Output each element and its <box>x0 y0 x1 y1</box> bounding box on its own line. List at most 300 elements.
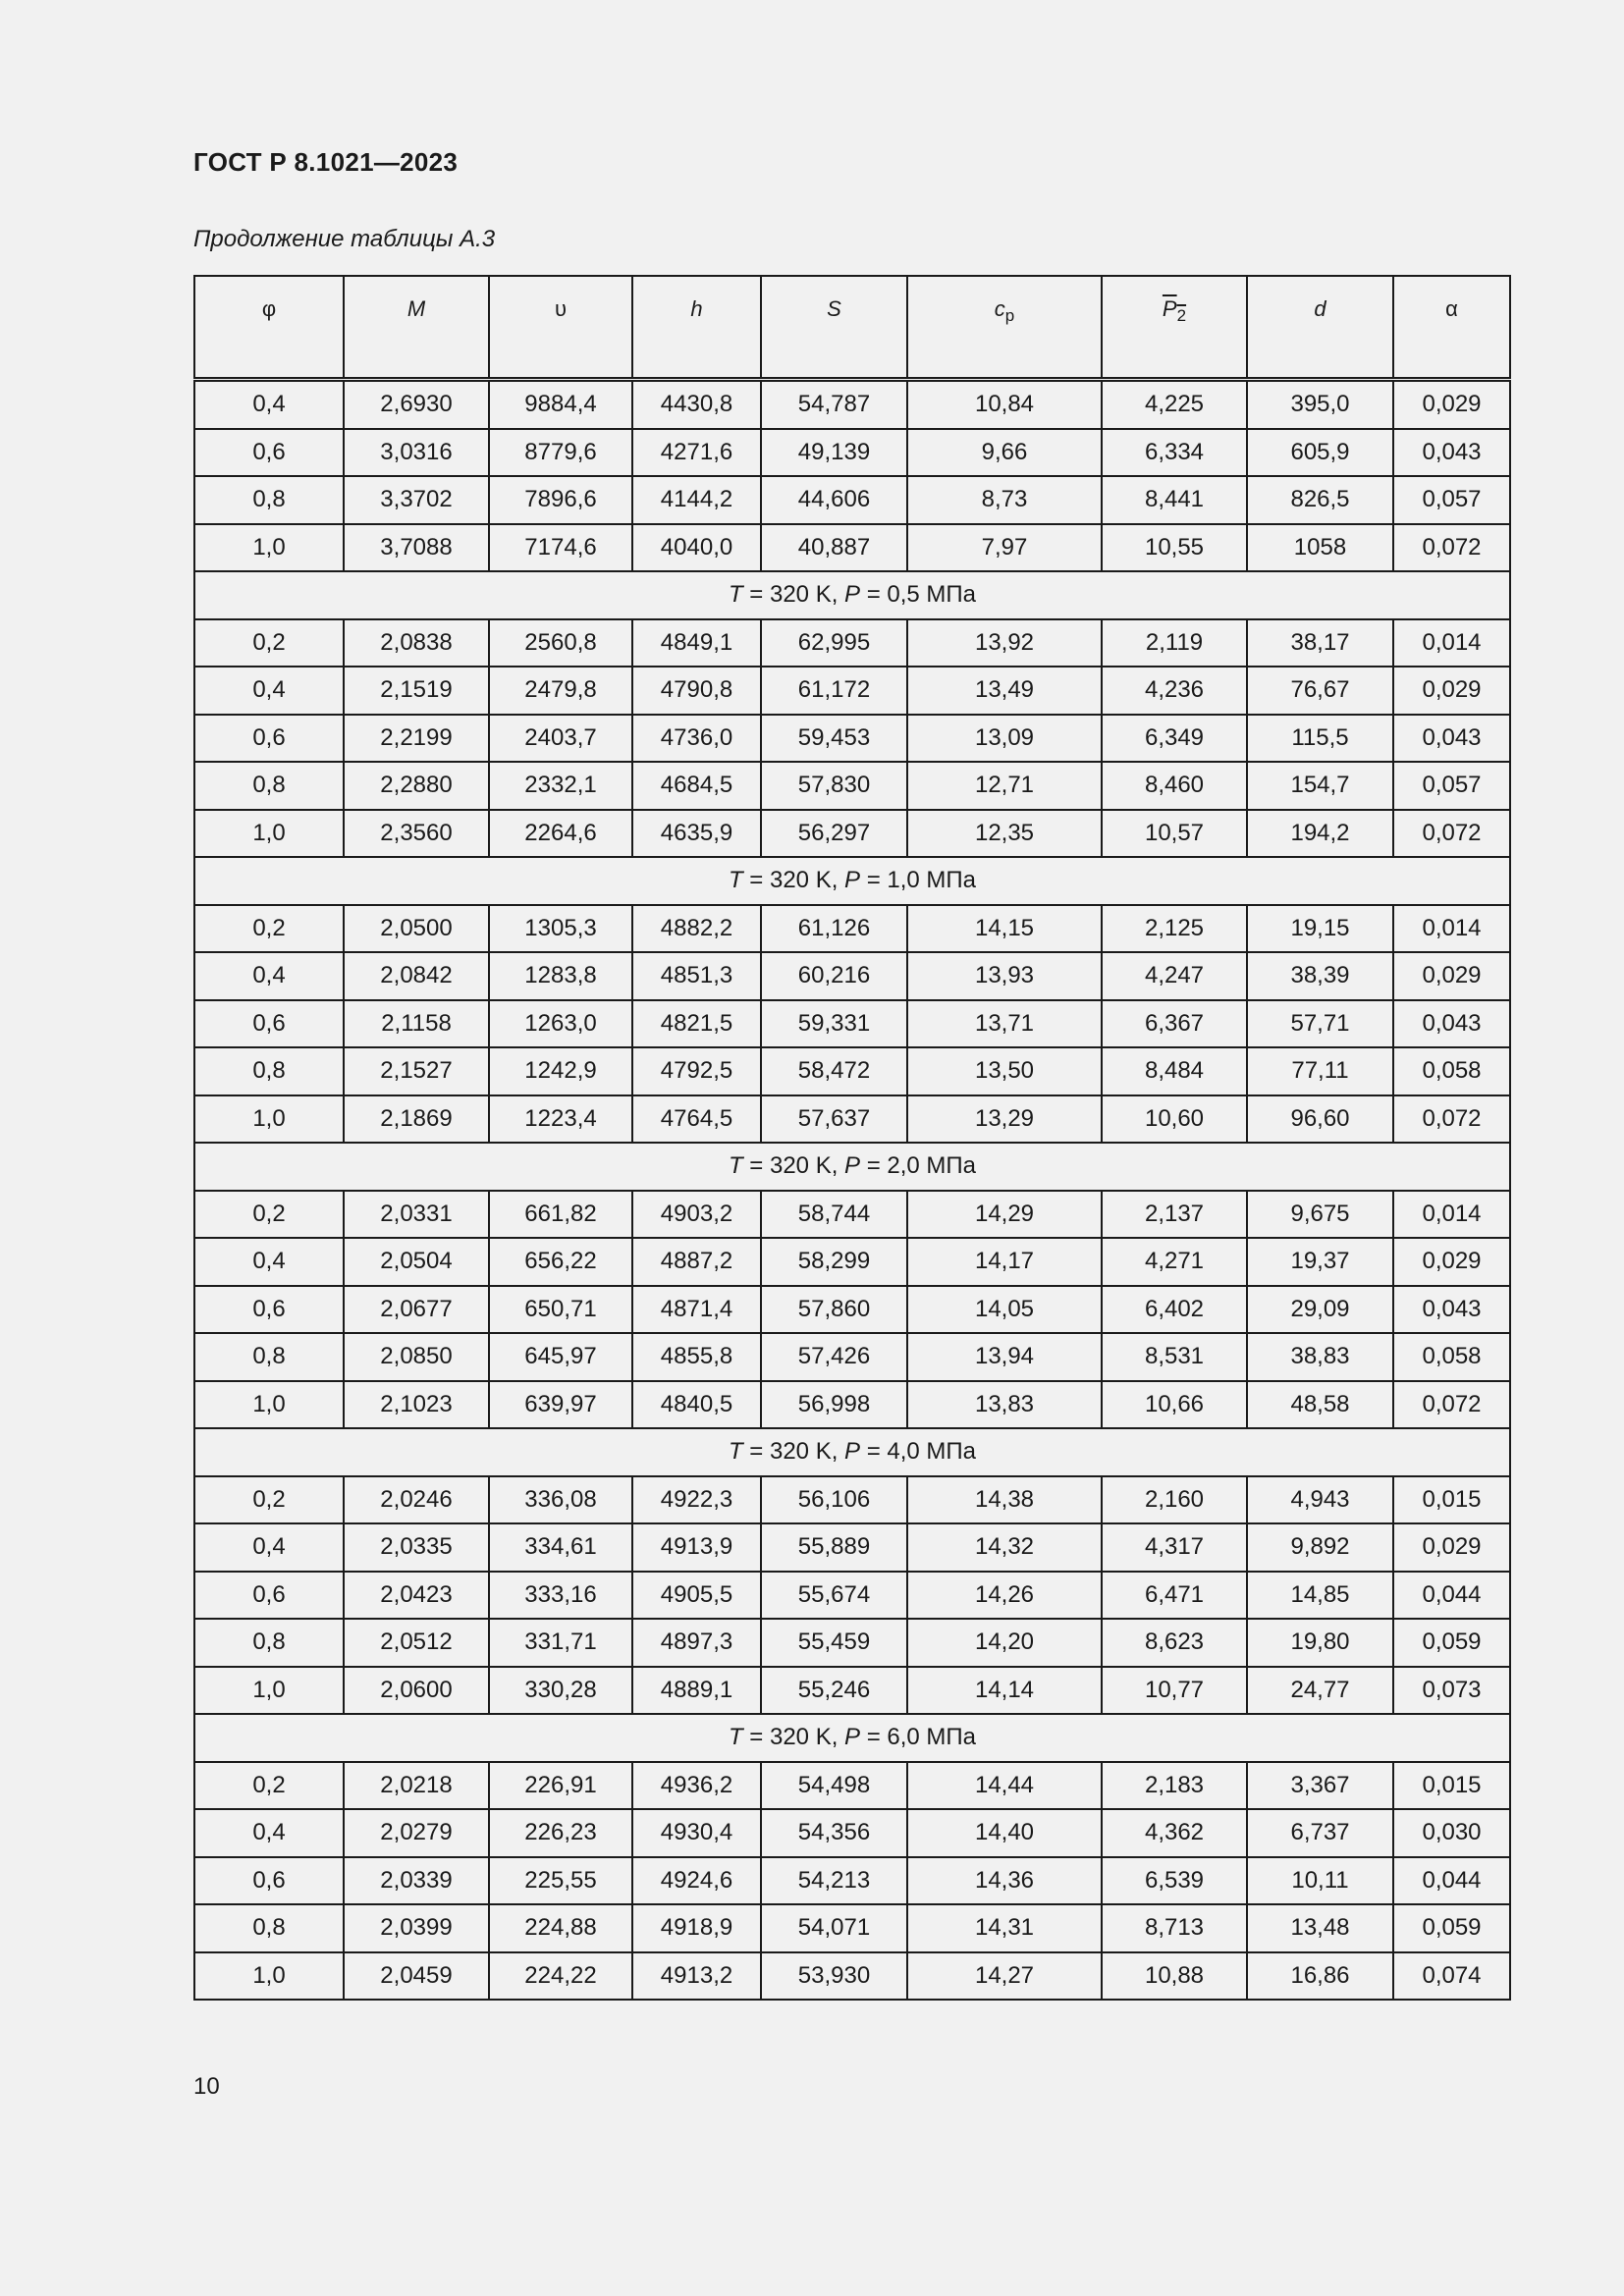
data-table <box>193 275 1511 2001</box>
table-cell-p2: 10,77 <box>1102 1667 1247 1715</box>
table-cell-cp: 14,20 <box>907 1619 1102 1667</box>
table-cell-d: 19,15 <box>1247 905 1393 953</box>
table-cell-alpha: 0,058 <box>1393 1333 1510 1381</box>
table-row <box>194 1333 1510 1381</box>
table-row <box>194 429 1510 477</box>
table-cell-phi: 0,2 <box>194 1191 344 1239</box>
table-cell-p2: 8,531 <box>1102 1333 1247 1381</box>
table-cell-alpha: 0,015 <box>1393 1476 1510 1524</box>
table-cell-p2: 2,183 <box>1102 1762 1247 1810</box>
table-cell-d: 605,9 <box>1247 429 1393 477</box>
table-cell-alpha: 0,057 <box>1393 762 1510 810</box>
table-cell-d: 826,5 <box>1247 476 1393 524</box>
table-cell-p2: 8,460 <box>1102 762 1247 810</box>
table-cell-M: 2,0218 <box>344 1762 489 1810</box>
table-cell-d: 16,86 <box>1247 1952 1393 2001</box>
table-cell-h: 4887,2 <box>632 1238 761 1286</box>
table-cell-S: 56,998 <box>761 1381 907 1429</box>
table-cell-v: 2560,8 <box>489 619 632 667</box>
table-cell-cp: 12,35 <box>907 810 1102 858</box>
table-cell-cp: 13,29 <box>907 1095 1102 1144</box>
table-cell-v: 645,97 <box>489 1333 632 1381</box>
table-cell-v: 1242,9 <box>489 1047 632 1095</box>
table-cell-phi: 0,6 <box>194 1572 344 1620</box>
table-cell-v: 8779,6 <box>489 429 632 477</box>
table-cell-v: 1283,8 <box>489 952 632 1000</box>
table-cell-cp: 14,15 <box>907 905 1102 953</box>
table-cell-p2: 4,362 <box>1102 1809 1247 1857</box>
table-cell-phi: 1,0 <box>194 1381 344 1429</box>
page-number: 10 <box>193 2073 220 2100</box>
table-cell-M: 2,2199 <box>344 715 489 763</box>
table-cell-M: 2,0850 <box>344 1333 489 1381</box>
table-cell-d: 96,60 <box>1247 1095 1393 1144</box>
table-cell-M: 2,0838 <box>344 619 489 667</box>
table-cell-phi: 0,4 <box>194 667 344 715</box>
group-header-cell: T = 320 K, P = 0,5 МПа <box>194 571 1510 619</box>
table-cell-S: 54,356 <box>761 1809 907 1857</box>
table-cell-phi: 0,2 <box>194 1476 344 1524</box>
table-cell-M: 2,0842 <box>344 952 489 1000</box>
table-cell-d: 24,77 <box>1247 1667 1393 1715</box>
table-cell-h: 4736,0 <box>632 715 761 763</box>
table-cell-M: 2,3560 <box>344 810 489 858</box>
table-cell-M: 2,1519 <box>344 667 489 715</box>
table-cell-M: 3,3702 <box>344 476 489 524</box>
table-cell-alpha: 0,072 <box>1393 1381 1510 1429</box>
table-cell-alpha: 0,014 <box>1393 1191 1510 1239</box>
table-cell-v: 333,16 <box>489 1572 632 1620</box>
table-cell-p2: 4,271 <box>1102 1238 1247 1286</box>
table-cell-S: 61,172 <box>761 667 907 715</box>
table-cell-d: 19,80 <box>1247 1619 1393 1667</box>
table-cell-h: 4903,2 <box>632 1191 761 1239</box>
table-cell-p2: 4,317 <box>1102 1523 1247 1572</box>
table-cell-p2: 2,119 <box>1102 619 1247 667</box>
table-cell-p2: 4,225 <box>1102 380 1247 429</box>
table-cell-h: 4635,9 <box>632 810 761 858</box>
table-cell-S: 55,674 <box>761 1572 907 1620</box>
table-cell-v: 336,08 <box>489 1476 632 1524</box>
table-row <box>194 905 1510 953</box>
table-cell-M: 2,0331 <box>344 1191 489 1239</box>
table-cell-S: 55,889 <box>761 1523 907 1572</box>
table-row <box>194 1191 1510 1239</box>
table-cell-S: 58,299 <box>761 1238 907 1286</box>
table-cell-p2: 6,334 <box>1102 429 1247 477</box>
table-cell-p2: 10,57 <box>1102 810 1247 858</box>
table-cell-p2: 6,402 <box>1102 1286 1247 1334</box>
table-cell-v: 2479,8 <box>489 667 632 715</box>
table-cell-phi: 1,0 <box>194 1667 344 1715</box>
table-cell-cp: 13,83 <box>907 1381 1102 1429</box>
table-cell-M: 2,0512 <box>344 1619 489 1667</box>
table-cell-S: 57,637 <box>761 1095 907 1144</box>
table-cell-d: 19,37 <box>1247 1238 1393 1286</box>
table-cell-alpha: 0,043 <box>1393 1286 1510 1334</box>
table-cell-M: 2,0399 <box>344 1904 489 1952</box>
table-cell-h: 4871,4 <box>632 1286 761 1334</box>
table-cell-cp: 14,29 <box>907 1191 1102 1239</box>
table-cell-S: 58,472 <box>761 1047 907 1095</box>
table-cell-M: 2,1158 <box>344 1000 489 1048</box>
group-header-cell: T = 320 K, P = 4,0 МПа <box>194 1428 1510 1476</box>
table-cell-h: 4913,2 <box>632 1952 761 2001</box>
table-cell-alpha: 0,014 <box>1393 905 1510 953</box>
table-row <box>194 1904 1510 1952</box>
table-cell-phi: 1,0 <box>194 524 344 572</box>
column-header-v: υ <box>489 276 632 380</box>
table-cell-v: 1305,3 <box>489 905 632 953</box>
table-cell-h: 4764,5 <box>632 1095 761 1144</box>
table-row <box>194 619 1510 667</box>
table-cell-p2: 8,713 <box>1102 1904 1247 1952</box>
table-row <box>194 1286 1510 1334</box>
table-cell-v: 224,88 <box>489 1904 632 1952</box>
table-cell-alpha: 0,072 <box>1393 524 1510 572</box>
table-cell-cp: 13,50 <box>907 1047 1102 1095</box>
table-cell-cp: 14,38 <box>907 1476 1102 1524</box>
table-cell-M: 2,0279 <box>344 1809 489 1857</box>
table-cell-alpha: 0,029 <box>1393 1238 1510 1286</box>
table-cell-phi: 0,8 <box>194 1333 344 1381</box>
table-cell-d: 77,11 <box>1247 1047 1393 1095</box>
group-header-row <box>194 1714 1510 1762</box>
table-cell-v: 224,22 <box>489 1952 632 2001</box>
group-header-cell: T = 320 K, P = 6,0 МПа <box>194 1714 1510 1762</box>
table-cell-h: 4922,3 <box>632 1476 761 1524</box>
table-cell-S: 61,126 <box>761 905 907 953</box>
table-row <box>194 476 1510 524</box>
table-row <box>194 1476 1510 1524</box>
table-cell-h: 4897,3 <box>632 1619 761 1667</box>
table-cell-S: 54,071 <box>761 1904 907 1952</box>
table-cell-phi: 0,4 <box>194 1238 344 1286</box>
table-cell-alpha: 0,030 <box>1393 1809 1510 1857</box>
table-cell-d: 194,2 <box>1247 810 1393 858</box>
table-cell-h: 4840,5 <box>632 1381 761 1429</box>
table-row <box>194 1000 1510 1048</box>
column-header-M: M <box>344 276 489 380</box>
table-cell-M: 2,0500 <box>344 905 489 953</box>
group-header-row <box>194 1143 1510 1191</box>
table-cell-M: 2,0504 <box>344 1238 489 1286</box>
table-cell-cp: 14,26 <box>907 1572 1102 1620</box>
table-cell-S: 56,297 <box>761 810 907 858</box>
table-row <box>194 1952 1510 2001</box>
table-cell-cp: 13,94 <box>907 1333 1102 1381</box>
table-cell-M: 2,0677 <box>344 1286 489 1334</box>
table-cell-h: 4430,8 <box>632 380 761 429</box>
table-row <box>194 810 1510 858</box>
table-row <box>194 715 1510 763</box>
table-body <box>194 380 1510 2001</box>
table-cell-phi: 0,2 <box>194 619 344 667</box>
table-cell-h: 4918,9 <box>632 1904 761 1952</box>
table-cell-alpha: 0,029 <box>1393 952 1510 1000</box>
table-cell-alpha: 0,043 <box>1393 715 1510 763</box>
table-cell-d: 29,09 <box>1247 1286 1393 1334</box>
table-cell-alpha: 0,029 <box>1393 667 1510 715</box>
table-cell-phi: 1,0 <box>194 1952 344 2001</box>
table-cell-S: 56,106 <box>761 1476 907 1524</box>
table-cell-cp: 14,36 <box>907 1857 1102 1905</box>
table-cell-S: 57,830 <box>761 762 907 810</box>
table-cell-alpha: 0,015 <box>1393 1762 1510 1810</box>
table-cell-h: 4040,0 <box>632 524 761 572</box>
table-cell-S: 58,744 <box>761 1191 907 1239</box>
group-header-row <box>194 571 1510 619</box>
table-row <box>194 1523 1510 1572</box>
table-cell-alpha: 0,059 <box>1393 1619 1510 1667</box>
table-cell-p2: 2,160 <box>1102 1476 1247 1524</box>
table-cell-S: 55,459 <box>761 1619 907 1667</box>
table-cell-alpha: 0,014 <box>1393 619 1510 667</box>
table-cell-cp: 7,97 <box>907 524 1102 572</box>
table-cell-h: 4936,2 <box>632 1762 761 1810</box>
table-cell-cp: 14,31 <box>907 1904 1102 1952</box>
table-cell-M: 2,2880 <box>344 762 489 810</box>
table-cell-p2: 4,236 <box>1102 667 1247 715</box>
table-cell-d: 38,83 <box>1247 1333 1393 1381</box>
table-cell-phi: 0,2 <box>194 1762 344 1810</box>
table-cell-cp: 14,05 <box>907 1286 1102 1334</box>
table-cell-S: 59,331 <box>761 1000 907 1048</box>
table-cell-d: 115,5 <box>1247 715 1393 763</box>
table-row <box>194 1095 1510 1144</box>
column-header-phi: φ <box>194 276 344 380</box>
table-cell-S: 54,787 <box>761 380 907 429</box>
table-cell-v: 1223,4 <box>489 1095 632 1144</box>
table-cell-S: 54,213 <box>761 1857 907 1905</box>
table-cell-h: 4792,5 <box>632 1047 761 1095</box>
table-cell-h: 4684,5 <box>632 762 761 810</box>
table-cell-alpha: 0,043 <box>1393 1000 1510 1048</box>
table-cell-d: 9,675 <box>1247 1191 1393 1239</box>
table-cell-alpha: 0,029 <box>1393 1523 1510 1572</box>
column-header-S: S <box>761 276 907 380</box>
table-cell-cp: 12,71 <box>907 762 1102 810</box>
table-cell-p2: 6,349 <box>1102 715 1247 763</box>
table-cell-phi: 0,6 <box>194 1286 344 1334</box>
table-cell-alpha: 0,072 <box>1393 1095 1510 1144</box>
table-cell-v: 2264,6 <box>489 810 632 858</box>
table-cell-v: 7896,6 <box>489 476 632 524</box>
table-cell-cp: 13,92 <box>907 619 1102 667</box>
column-header-h: h <box>632 276 761 380</box>
table-cell-p2: 2,125 <box>1102 905 1247 953</box>
table-cell-phi: 0,6 <box>194 715 344 763</box>
table-cell-p2: 8,484 <box>1102 1047 1247 1095</box>
table-cell-h: 4855,8 <box>632 1333 761 1381</box>
table-cell-phi: 0,6 <box>194 1000 344 1048</box>
table-cell-alpha: 0,044 <box>1393 1572 1510 1620</box>
table-cell-S: 62,995 <box>761 619 907 667</box>
table-cell-cp: 14,40 <box>907 1809 1102 1857</box>
table-row <box>194 1619 1510 1667</box>
table-cell-v: 656,22 <box>489 1238 632 1286</box>
table-cell-M: 2,6930 <box>344 380 489 429</box>
table-cell-S: 59,453 <box>761 715 907 763</box>
group-header-row <box>194 1428 1510 1476</box>
table-cell-v: 639,97 <box>489 1381 632 1429</box>
table-cell-M: 2,1023 <box>344 1381 489 1429</box>
column-header-alpha: α <box>1393 276 1510 380</box>
table-row <box>194 524 1510 572</box>
table-row <box>194 1381 1510 1429</box>
table-cell-h: 4790,8 <box>632 667 761 715</box>
table-cell-phi: 0,4 <box>194 952 344 1000</box>
table-cell-alpha: 0,029 <box>1393 380 1510 429</box>
table-cell-S: 57,426 <box>761 1333 907 1381</box>
table-cell-v: 331,71 <box>489 1619 632 1667</box>
table-cell-alpha: 0,057 <box>1393 476 1510 524</box>
table-cell-M: 2,0246 <box>344 1476 489 1524</box>
table-cell-p2: 10,88 <box>1102 1952 1247 2001</box>
table-cell-cp: 8,73 <box>907 476 1102 524</box>
table-cell-p2: 6,539 <box>1102 1857 1247 1905</box>
table-cell-d: 6,737 <box>1247 1809 1393 1857</box>
table-cell-cp: 13,49 <box>907 667 1102 715</box>
table-cell-p2: 8,441 <box>1102 476 1247 524</box>
table-cell-phi: 0,4 <box>194 1523 344 1572</box>
table-cell-p2: 10,55 <box>1102 524 1247 572</box>
table-cell-v: 225,55 <box>489 1857 632 1905</box>
table-cell-v: 334,61 <box>489 1523 632 1572</box>
table-row <box>194 762 1510 810</box>
table-cell-cp: 10,84 <box>907 380 1102 429</box>
table-row <box>194 1762 1510 1810</box>
table-cell-cp: 14,14 <box>907 1667 1102 1715</box>
table-cell-alpha: 0,072 <box>1393 810 1510 858</box>
table-cell-cp: 14,32 <box>907 1523 1102 1572</box>
table-cell-h: 4889,1 <box>632 1667 761 1715</box>
table-cell-v: 2403,7 <box>489 715 632 763</box>
group-header-row <box>194 857 1510 905</box>
table-cell-h: 4821,5 <box>632 1000 761 1048</box>
table-cell-v: 226,91 <box>489 1762 632 1810</box>
table-row <box>194 1809 1510 1857</box>
table-cell-d: 4,943 <box>1247 1476 1393 1524</box>
table-cell-M: 2,1527 <box>344 1047 489 1095</box>
table-cell-h: 4930,4 <box>632 1809 761 1857</box>
table-cell-S: 57,860 <box>761 1286 907 1334</box>
table-row <box>194 1238 1510 1286</box>
table-cell-phi: 0,8 <box>194 762 344 810</box>
table-cell-d: 38,17 <box>1247 619 1393 667</box>
table-cell-d: 48,58 <box>1247 1381 1393 1429</box>
table-cell-phi: 1,0 <box>194 1095 344 1144</box>
table-cell-S: 40,887 <box>761 524 907 572</box>
table-cell-p2: 10,66 <box>1102 1381 1247 1429</box>
table-cell-M: 2,0600 <box>344 1667 489 1715</box>
table-cell-p2: 4,247 <box>1102 952 1247 1000</box>
table-cell-S: 44,606 <box>761 476 907 524</box>
table-cell-phi: 0,8 <box>194 1047 344 1095</box>
table-cell-M: 2,0459 <box>344 1952 489 2001</box>
table-cell-M: 3,0316 <box>344 429 489 477</box>
table-cell-S: 49,139 <box>761 429 907 477</box>
table-cell-M: 2,1869 <box>344 1095 489 1144</box>
table-cell-d: 57,71 <box>1247 1000 1393 1048</box>
table-cell-cp: 14,27 <box>907 1952 1102 2001</box>
table-cell-p2: 2,137 <box>1102 1191 1247 1239</box>
table-cell-d: 14,85 <box>1247 1572 1393 1620</box>
table-cell-v: 9884,4 <box>489 380 632 429</box>
table-cell-p2: 8,623 <box>1102 1619 1247 1667</box>
table-cell-d: 395,0 <box>1247 380 1393 429</box>
table-cell-M: 2,0339 <box>344 1857 489 1905</box>
table-row <box>194 1857 1510 1905</box>
table-cell-d: 154,7 <box>1247 762 1393 810</box>
table-cell-phi: 1,0 <box>194 810 344 858</box>
table-cell-v: 650,71 <box>489 1286 632 1334</box>
table-cell-S: 55,246 <box>761 1667 907 1715</box>
column-header-d: d <box>1247 276 1393 380</box>
table-cell-p2: 6,367 <box>1102 1000 1247 1048</box>
table-cell-v: 7174,6 <box>489 524 632 572</box>
group-header-cell: T = 320 K, P = 2,0 МПа <box>194 1143 1510 1191</box>
table-caption: Продолжение таблицы А.3 <box>193 226 496 252</box>
table-cell-cp: 13,71 <box>907 1000 1102 1048</box>
table-cell-M: 2,0335 <box>344 1523 489 1572</box>
table-cell-v: 661,82 <box>489 1191 632 1239</box>
table-row <box>194 952 1510 1000</box>
table-cell-p2: 10,60 <box>1102 1095 1247 1144</box>
table-cell-h: 4924,6 <box>632 1857 761 1905</box>
table-cell-h: 4849,1 <box>632 619 761 667</box>
table-cell-alpha: 0,074 <box>1393 1952 1510 2001</box>
table-header-row <box>194 276 1510 380</box>
table-cell-S: 53,930 <box>761 1952 907 2001</box>
table-row <box>194 1572 1510 1620</box>
table-cell-phi: 0,6 <box>194 429 344 477</box>
table-cell-alpha: 0,044 <box>1393 1857 1510 1905</box>
column-header-p2: $P_2$ <box>1102 276 1247 380</box>
table-cell-M: 3,7088 <box>344 524 489 572</box>
table-cell-phi: 0,8 <box>194 1619 344 1667</box>
table-cell-phi: 0,4 <box>194 1809 344 1857</box>
table-cell-alpha: 0,059 <box>1393 1904 1510 1952</box>
table-cell-cp: 13,93 <box>907 952 1102 1000</box>
table-cell-cp: 14,44 <box>907 1762 1102 1810</box>
table-cell-cp: 14,17 <box>907 1238 1102 1286</box>
table-cell-S: 60,216 <box>761 952 907 1000</box>
table-cell-phi: 0,6 <box>194 1857 344 1905</box>
table-row <box>194 380 1510 429</box>
table-cell-d: 3,367 <box>1247 1762 1393 1810</box>
table-cell-alpha: 0,073 <box>1393 1667 1510 1715</box>
table-cell-d: 13,48 <box>1247 1904 1393 1952</box>
table-cell-h: 4882,2 <box>632 905 761 953</box>
table-cell-v: 226,23 <box>489 1809 632 1857</box>
table-row <box>194 667 1510 715</box>
table-cell-cp: 9,66 <box>907 429 1102 477</box>
table-cell-cp: 13,09 <box>907 715 1102 763</box>
table-cell-h: 4905,5 <box>632 1572 761 1620</box>
table-cell-d: 10,11 <box>1247 1857 1393 1905</box>
table-cell-p2: 6,471 <box>1102 1572 1247 1620</box>
table-cell-phi: 0,8 <box>194 1904 344 1952</box>
table-cell-S: 54,498 <box>761 1762 907 1810</box>
table-cell-h: 4144,2 <box>632 476 761 524</box>
group-header-cell: T = 320 K, P = 1,0 МПа <box>194 857 1510 905</box>
table-cell-v: 330,28 <box>489 1667 632 1715</box>
table-cell-d: 76,67 <box>1247 667 1393 715</box>
table-cell-alpha: 0,058 <box>1393 1047 1510 1095</box>
table-cell-phi: 0,8 <box>194 476 344 524</box>
table-cell-phi: 0,4 <box>194 380 344 429</box>
